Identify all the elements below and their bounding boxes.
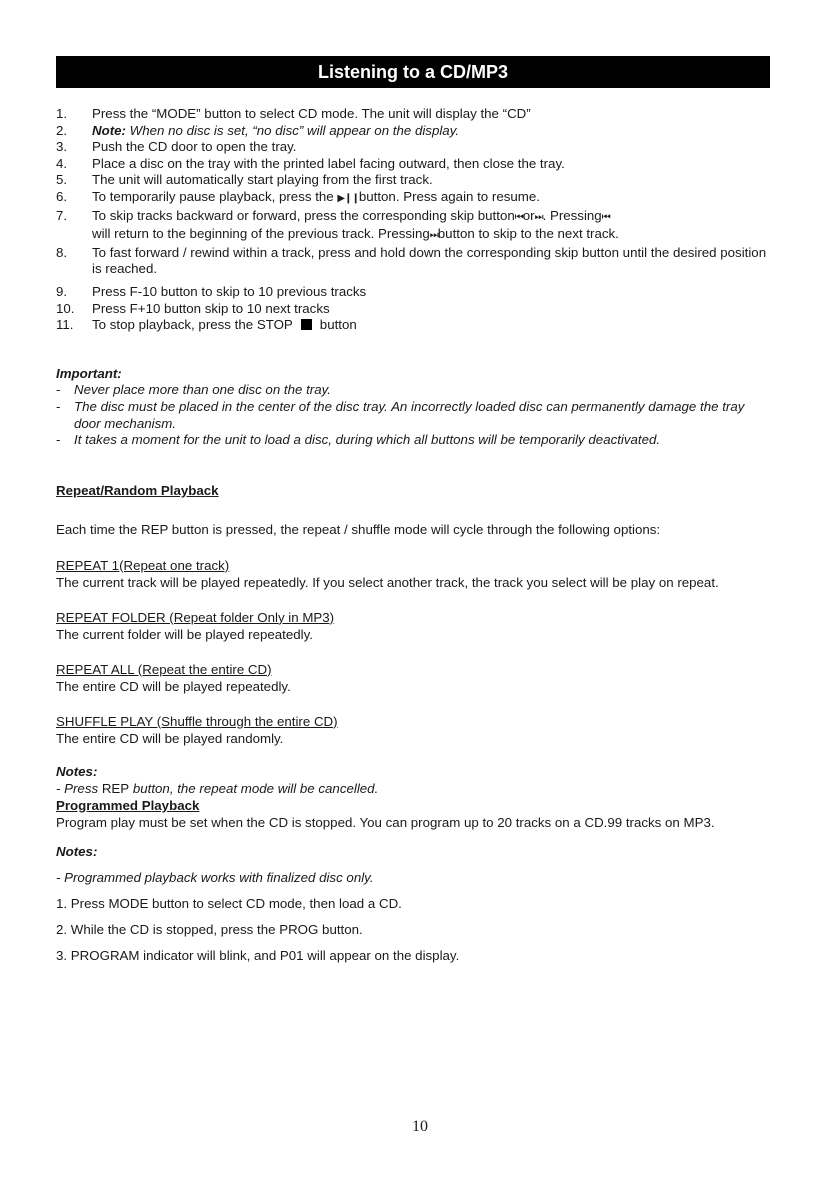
step-9: 9. Press F-10 button to skip to 10 previous tracks	[56, 283, 367, 299]
programmed-steps	[56, 895, 770, 964]
repeat-mode-all	[56, 661, 770, 695]
step-2: 2. Note: When no disc is set, “no disc” will appear on the display.	[56, 122, 460, 138]
step-1: 1. Press the “MODE” button to select CD mode. The unit will display the “CD”	[56, 106, 531, 121]
step-5: 5. The unit will automatically start playing from the first track.	[56, 172, 433, 188]
play-pause-icon: ▶❙❙	[337, 192, 359, 204]
step-7: 7. To skip tracks backward or forward, press the corresponding skip button⏮or⏭. Pressing⏮ will return to the beginning of the previous track. Pressing⏭button to skip to the next track.	[56, 207, 619, 242]
step-8: 8. To fast forward / rewind within a track, press and hold down the corresponding skip button until the desired position is reached.	[56, 244, 767, 277]
important-heading: Important:	[56, 365, 122, 381]
programmed-note: - Programmed playback works with finalized disc only.	[56, 869, 374, 885]
repeat-note: - Press REP button, the repeat mode will be cancelled.	[56, 780, 379, 796]
repeat-mode-text: The entire CD will be played repeatedly.	[56, 678, 291, 694]
skip-forward-icon: ⏭	[429, 230, 438, 242]
repeat-mode-1	[56, 557, 770, 591]
repeat-mode-heading: SHUFFLE PLAY (Shuffle through the entire CD)	[56, 713, 338, 729]
important-item: - It takes a moment for the unit to load a disc, during which all buttons will be temporarily deactivated.	[56, 432, 661, 448]
manual-page	[56, 56, 770, 964]
repeat-mode-text: The current track will be played repeatedly. If you select another track, the track you select will be play on repeat.	[56, 574, 719, 590]
section-title-bar	[56, 56, 770, 88]
programmed-text: Program play must be set when the CD is stopped. You can program up to 20 tracks on a CD.99 tracks on MP3.	[56, 814, 715, 830]
repeat-mode-heading: REPEAT 1(Repeat one track)	[56, 557, 230, 573]
repeat-mode-heading: REPEAT ALL (Repeat the entire CD)	[56, 661, 272, 677]
step-3: 3. Push the CD door to open the tray.	[56, 139, 297, 155]
note-label: Note:	[92, 122, 126, 138]
repeat-mode-folder	[56, 609, 770, 643]
repeat-mode-heading: REPEAT FOLDER (Repeat folder Only in MP3)	[56, 609, 335, 625]
cd-steps-list	[56, 106, 770, 334]
step-11: 11. To stop playback, press the STOP button	[56, 317, 357, 333]
step-10: 10. Press F+10 button skip to 10 next tracks	[56, 300, 330, 316]
skip-back-icon: ⏮	[601, 211, 610, 223]
programmed-step: 2. While the CD is stopped, press the PROG button.	[56, 921, 363, 937]
skip-forward-icon: ⏭	[534, 211, 543, 223]
important-section	[56, 366, 770, 449]
stop-icon	[301, 319, 312, 330]
programmed-notes	[56, 843, 770, 964]
notes-heading: Notes:	[56, 843, 98, 859]
important-item: - The disc must be placed in the center of the disc tray. An incorrectly loaded disc can permanently damage the tray door mechanism.	[56, 398, 745, 431]
repeat-mode-shuffle	[56, 713, 770, 747]
repeat-mode-text: The current folder will be played repeatedly.	[56, 626, 313, 642]
repeat-intro: Each time the REP button is pressed, the repeat / shuffle mode will cycle through the following options:	[56, 521, 661, 537]
repeat-notes	[56, 763, 770, 831]
skip-back-icon: ⏮	[514, 211, 523, 223]
repeat-mode-text: The entire CD will be played randomly.	[56, 730, 284, 746]
page-number: 10	[412, 1118, 428, 1135]
page-title: Listening to a CD/MP3	[317, 62, 508, 82]
programmed-section-title: Programmed Playback	[56, 797, 200, 813]
notes-heading: Notes:	[56, 763, 98, 779]
programmed-step: 1. Press MODE button to select CD mode, then load a CD.	[56, 895, 402, 911]
step-4: 4. Place a disc on the tray with the printed label facing outward, then close the tray.	[56, 155, 565, 171]
important-list	[56, 382, 770, 448]
repeat-section-title: Repeat/Random Playback	[56, 482, 219, 498]
important-item: - Never place more than one disc on the tray.	[56, 382, 331, 398]
programmed-step: 3. PROGRAM indicator will blink, and P01 will appear on the display.	[56, 947, 460, 963]
step-6: 6. To temporarily pause playback, press the ▶❙❙button. Press again to resume.	[56, 188, 540, 204]
